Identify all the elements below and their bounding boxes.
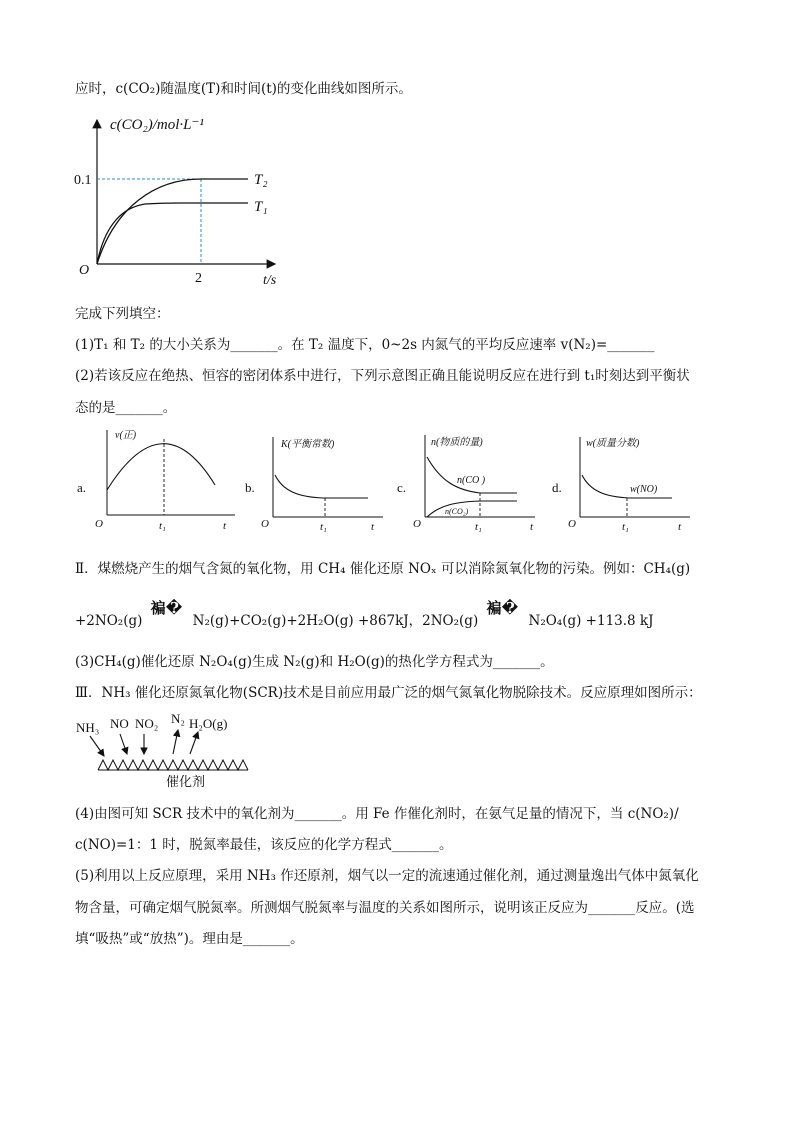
panel-a-origin: O	[95, 518, 103, 530]
reaction-1-products-and-reaction-2-reactants: N₂(g)+CO₂(g)+2H₂O(g) +867kJ，2NO₂(g)	[192, 613, 479, 629]
catalyst-surface	[98, 760, 248, 770]
equilibrium-symbol-2: 褊�	[486, 599, 519, 617]
nh3-label: NH₃	[76, 720, 100, 735]
panel-b-origin: O	[261, 518, 269, 530]
panel-d-ylabel: w(质量分数)	[586, 438, 640, 449]
question-1: (1)T₁ 和 T₂ 的大小关系为_______。在 T₂ 温度下，0~2s 内氮气的平均反应速率 v(N₂)=_______	[75, 337, 655, 353]
panel-c-label-bottom: n(CO₂)	[445, 507, 469, 516]
y-axis-label: c(CO₂)/mol·L⁻¹	[110, 117, 204, 133]
panel-d-t: t	[678, 521, 682, 533]
no-label: NO	[110, 716, 129, 731]
section-2-line-1: Ⅱ．煤燃烧产生的烟气含氮的氧化物，用 CH₄ 催化还原 NOₓ 可以消除氮氧化物的污染。例如：CH₄(g)	[75, 561, 691, 577]
panel-b-ylabel: K(平衡常数)	[281, 439, 335, 450]
n2-arrow	[173, 730, 178, 754]
no2-label: NO₂	[135, 716, 159, 731]
panel-a-ylabel: v(正)	[115, 430, 137, 441]
panel-c-label-top: n(CO )	[457, 475, 486, 486]
question-4-line-1: (4)由图可知 SCR 技术中的氧化剂为_______。用 Fe 作催化剂时，在氨气足量的情况下，当 c(NO₂)/	[75, 806, 679, 822]
n2-label: N₂	[171, 711, 185, 726]
question-4-line-2: c(NO)=1：1 时，脱氮率最佳，该反应的化学方程式_______。	[75, 837, 453, 853]
panel-b-curve	[275, 475, 368, 498]
reaction-1-reactants: +2NO₂(g)	[75, 613, 143, 629]
x-axis-label: t/s	[263, 273, 277, 288]
panel-c-ylabel: n(物质的量)	[431, 437, 483, 448]
panel-b-letter: b.	[245, 480, 255, 495]
panel-c-t: t	[530, 521, 534, 533]
question-3: (3)CH₄(g)催化还原 N₂O₄(g)生成 N₂(g)和 H₂O(g)的热化学方程式为_______。	[75, 654, 554, 670]
panel-d-letter: d.	[552, 480, 562, 495]
panel-a-curve	[107, 444, 215, 490]
co2-concentration-chart	[70, 112, 290, 292]
legend-t2: T₂	[254, 172, 268, 188]
question-5-line-3: 填“吸热”或“放热”)。理由是_______。	[75, 931, 304, 947]
series-t2-line	[97, 179, 248, 264]
panel-b-t: t	[371, 521, 375, 533]
panel-c-chart	[395, 425, 545, 535]
equilibrium-symbol-1: 褊�	[150, 599, 183, 617]
panel-c-letter: c.	[397, 480, 407, 495]
panel-c-origin: O	[413, 518, 421, 530]
nh3-arrow	[90, 736, 104, 756]
panel-a-letter: a.	[77, 480, 87, 495]
question-5-line-2: 物含量，可确定烟气脱氮率。所测烟气脱氮率与温度的关系如图所示，说明该正反应为_______反应。(选	[75, 900, 695, 916]
section-3: Ⅲ．NH₃ 催化还原氮氧化物(SCR)技术是目前应用最广泛的烟气氮氧化物脱除技术。反应原理如图所示：	[75, 685, 702, 701]
panel-d-origin: O	[568, 518, 576, 530]
panel-c-t1: t₁	[475, 521, 482, 533]
y-tick-label: 0.1	[74, 173, 92, 188]
panel-a-t1: t₁	[159, 520, 166, 532]
panel-d-chart	[550, 425, 700, 535]
section-2-line-2	[75, 599, 654, 630]
panel-a-t: t	[223, 520, 227, 532]
intro-line: 应时，c(CO₂)随温度(T)和时间(t)的变化曲线如图所示。	[75, 81, 412, 97]
series-t1-line	[97, 203, 248, 264]
catalyst-label: 催化剂	[166, 774, 206, 789]
question-2-line-2: 态的是_______。	[75, 400, 177, 416]
no-arrow	[120, 734, 127, 754]
scr-reaction-diagram	[70, 710, 270, 792]
question-5-line-1: (5)利用以上反应原理，采用 NH₃ 作还原剂，烟气以一定的流速通过催化剂，通过测量逸出气体中氮氧化	[75, 868, 699, 884]
panel-a-chart	[75, 425, 245, 535]
legend-t1: T₁	[254, 199, 268, 215]
panel-d-curve	[582, 475, 672, 498]
panel-c-curve-bottom	[427, 501, 517, 517]
fill-heading: 完成下列填空：	[75, 306, 170, 322]
question-2-line-1: (2)若该反应在绝热、恒容的密闭体系中进行，下列示意图正确且能说明反应在进行到 t₁时刻达到平衡状	[75, 368, 690, 384]
h2o-arrow	[190, 732, 198, 754]
reaction-2-products: N₂O₄(g) +113.8 kJ	[528, 613, 654, 629]
panel-b-t1: t₁	[320, 521, 327, 533]
origin-label: O	[79, 263, 90, 278]
h2o-label: H₂O(g)	[189, 716, 228, 731]
x-tick-label: 2	[195, 271, 202, 286]
panel-d-curve-label: w(NO)	[630, 484, 658, 495]
panel-d-t1: t₁	[622, 521, 629, 533]
panel-b-chart	[243, 425, 393, 535]
